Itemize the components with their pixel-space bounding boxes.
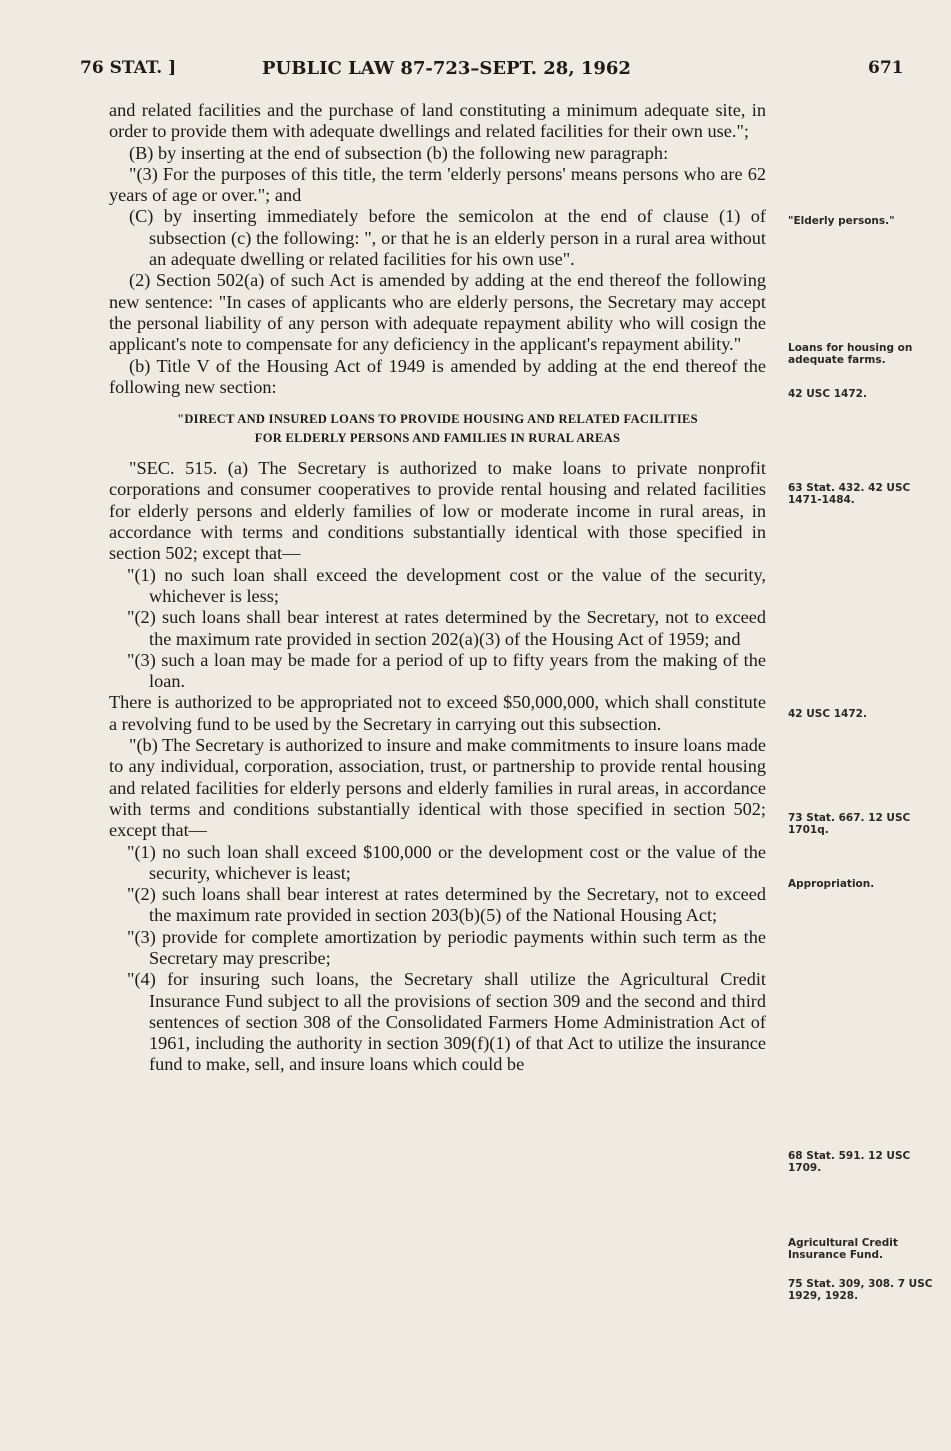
section-clause: "(1) no such loan shall exceed $100,000 or the development cost or the value of the security, whichever is least; xyxy=(127,841,766,883)
margin-note: Loans for housing on adequate farms. xyxy=(788,342,913,366)
margin-note: Agricultural Credit Insurance Fund. xyxy=(788,1237,898,1261)
paragraph: (b) Title V of the Housing Act of 1949 is amended by adding at the end thereof the following new section: xyxy=(109,355,766,397)
section-paragraph: There is authorized to be appropriated not to exceed $50,000,000, which shall constitute a revolving fund to be used by the Secretary in carrying out this subsection. xyxy=(109,692,766,734)
section-paragraph: "SEC. 515. (a) The Secretary is authorized to make loans to private nonprofit corporations and consumer cooperatives to provide rental housing and related facilities for elderly persons and elderly families of low or moderate income in rural areas, in accordance with terms and conditions substantially identical with those specified in section 502; except that— xyxy=(109,458,766,564)
section-clause: "(2) such loans shall bear interest at rates determined by the Secretary, not to exceed the maximum rate provided in section 203(b)(5) of the National Housing Act; xyxy=(127,884,766,926)
margin-note: 73 Stat. 667. 12 USC 1701q. xyxy=(788,812,911,836)
section-clause: "(3) such a loan may be made for a period of up to fifty years from the making of the loan. xyxy=(127,649,766,692)
paragraph: "(3) For the purposes of this title, the term 'elderly persons' means persons who are 62 years of age or over."; and xyxy=(109,163,766,206)
margin-note: 68 Stat. 591. 12 USC 1709. xyxy=(788,1150,911,1174)
margin-note: 63 Stat. 432. 42 USC 1471-1484. xyxy=(788,482,911,506)
section-paragraph: "(b) The Secretary is authorized to insure and make commitments to insure loans made to any individual, corporation, association, trust, or partnership to provide rental housing and related facilities for elderly persons and elderly families in rural areas, in accordance with terms and conditions substantially identical with those specified in section 502; except that— xyxy=(109,735,766,841)
paragraph: and related facilities and the purchase of land constituting a minimum adequate site, in order to provide them with adequate dwellings and related facilities for their own use."; xyxy=(109,100,766,142)
paragraph: (C) by inserting immediately before the semicolon at the end of clause (1) of subsection (c) the following: ", or that he is an elderly person in a rural area without an adequate dwelling or related facilities for his own use". xyxy=(129,206,766,270)
statute-text xyxy=(109,100,766,1076)
section-clause: "(3) provide for complete amortization by periodic payments within such term as the Secretary may prescribe; xyxy=(127,926,766,968)
section-heading-line: FOR ELDERLY PERSONS AND FAMILIES IN RURAL AREAS xyxy=(254,431,621,446)
volume-reference: 76 STAT. ] xyxy=(80,58,177,78)
paragraph: (2) Section 502(a) of such Act is amended by adding at the end thereof the following new sentence: "In cases of applicants who are elderly persons, the Secretary may accept the personal liability of any person with adequate repayment ability who will cosign the applicant's note to compensate for any deficiency in the applicant's repayment ability." xyxy=(109,270,766,355)
margin-note: 75 Stat. 309, 308. 7 USC 1929, 1928. xyxy=(788,1278,933,1302)
section-heading-line: "DIRECT AND INSURED LOANS TO PROVIDE HOUSING AND RELATED FACILITIES xyxy=(177,412,698,427)
margin-note: Appropriation. xyxy=(788,878,875,890)
margin-note: 42 USC 1472. xyxy=(788,388,867,400)
section-clause: "(2) such loans shall bear interest at rates determined by the Secretary, not to exceed the maximum rate provided in section 202(a)(3) of the Housing Act of 1959; and xyxy=(127,607,766,649)
margin-note: 42 USC 1472. xyxy=(788,708,867,720)
section-clause: "(1) no such loan shall exceed the development cost or the value of the security, whichever is less; xyxy=(127,564,766,606)
paragraph: (B) by inserting at the end of subsection (b) the following new paragraph: xyxy=(129,142,669,163)
running-header xyxy=(0,58,951,88)
page-title: PUBLIC LAW 87-723–SEPT. 28, 1962 xyxy=(262,58,631,79)
section-clause: "(4) for insuring such loans, the Secretary shall utilize the Agricultural Credit Insurance Fund subject to all the provisions of section 309 and the second and third sentences of section 308 of the Consolidated Farmers Home Administration Act of 1961, including the authority in section 309(f)(1) of that Act to utilize the insurance fund to make, sell, and insure loans which could be xyxy=(127,969,766,1075)
margin-note: "Elderly persons." xyxy=(788,215,895,227)
page-number: 671 xyxy=(868,58,904,78)
section-heading xyxy=(109,410,766,448)
